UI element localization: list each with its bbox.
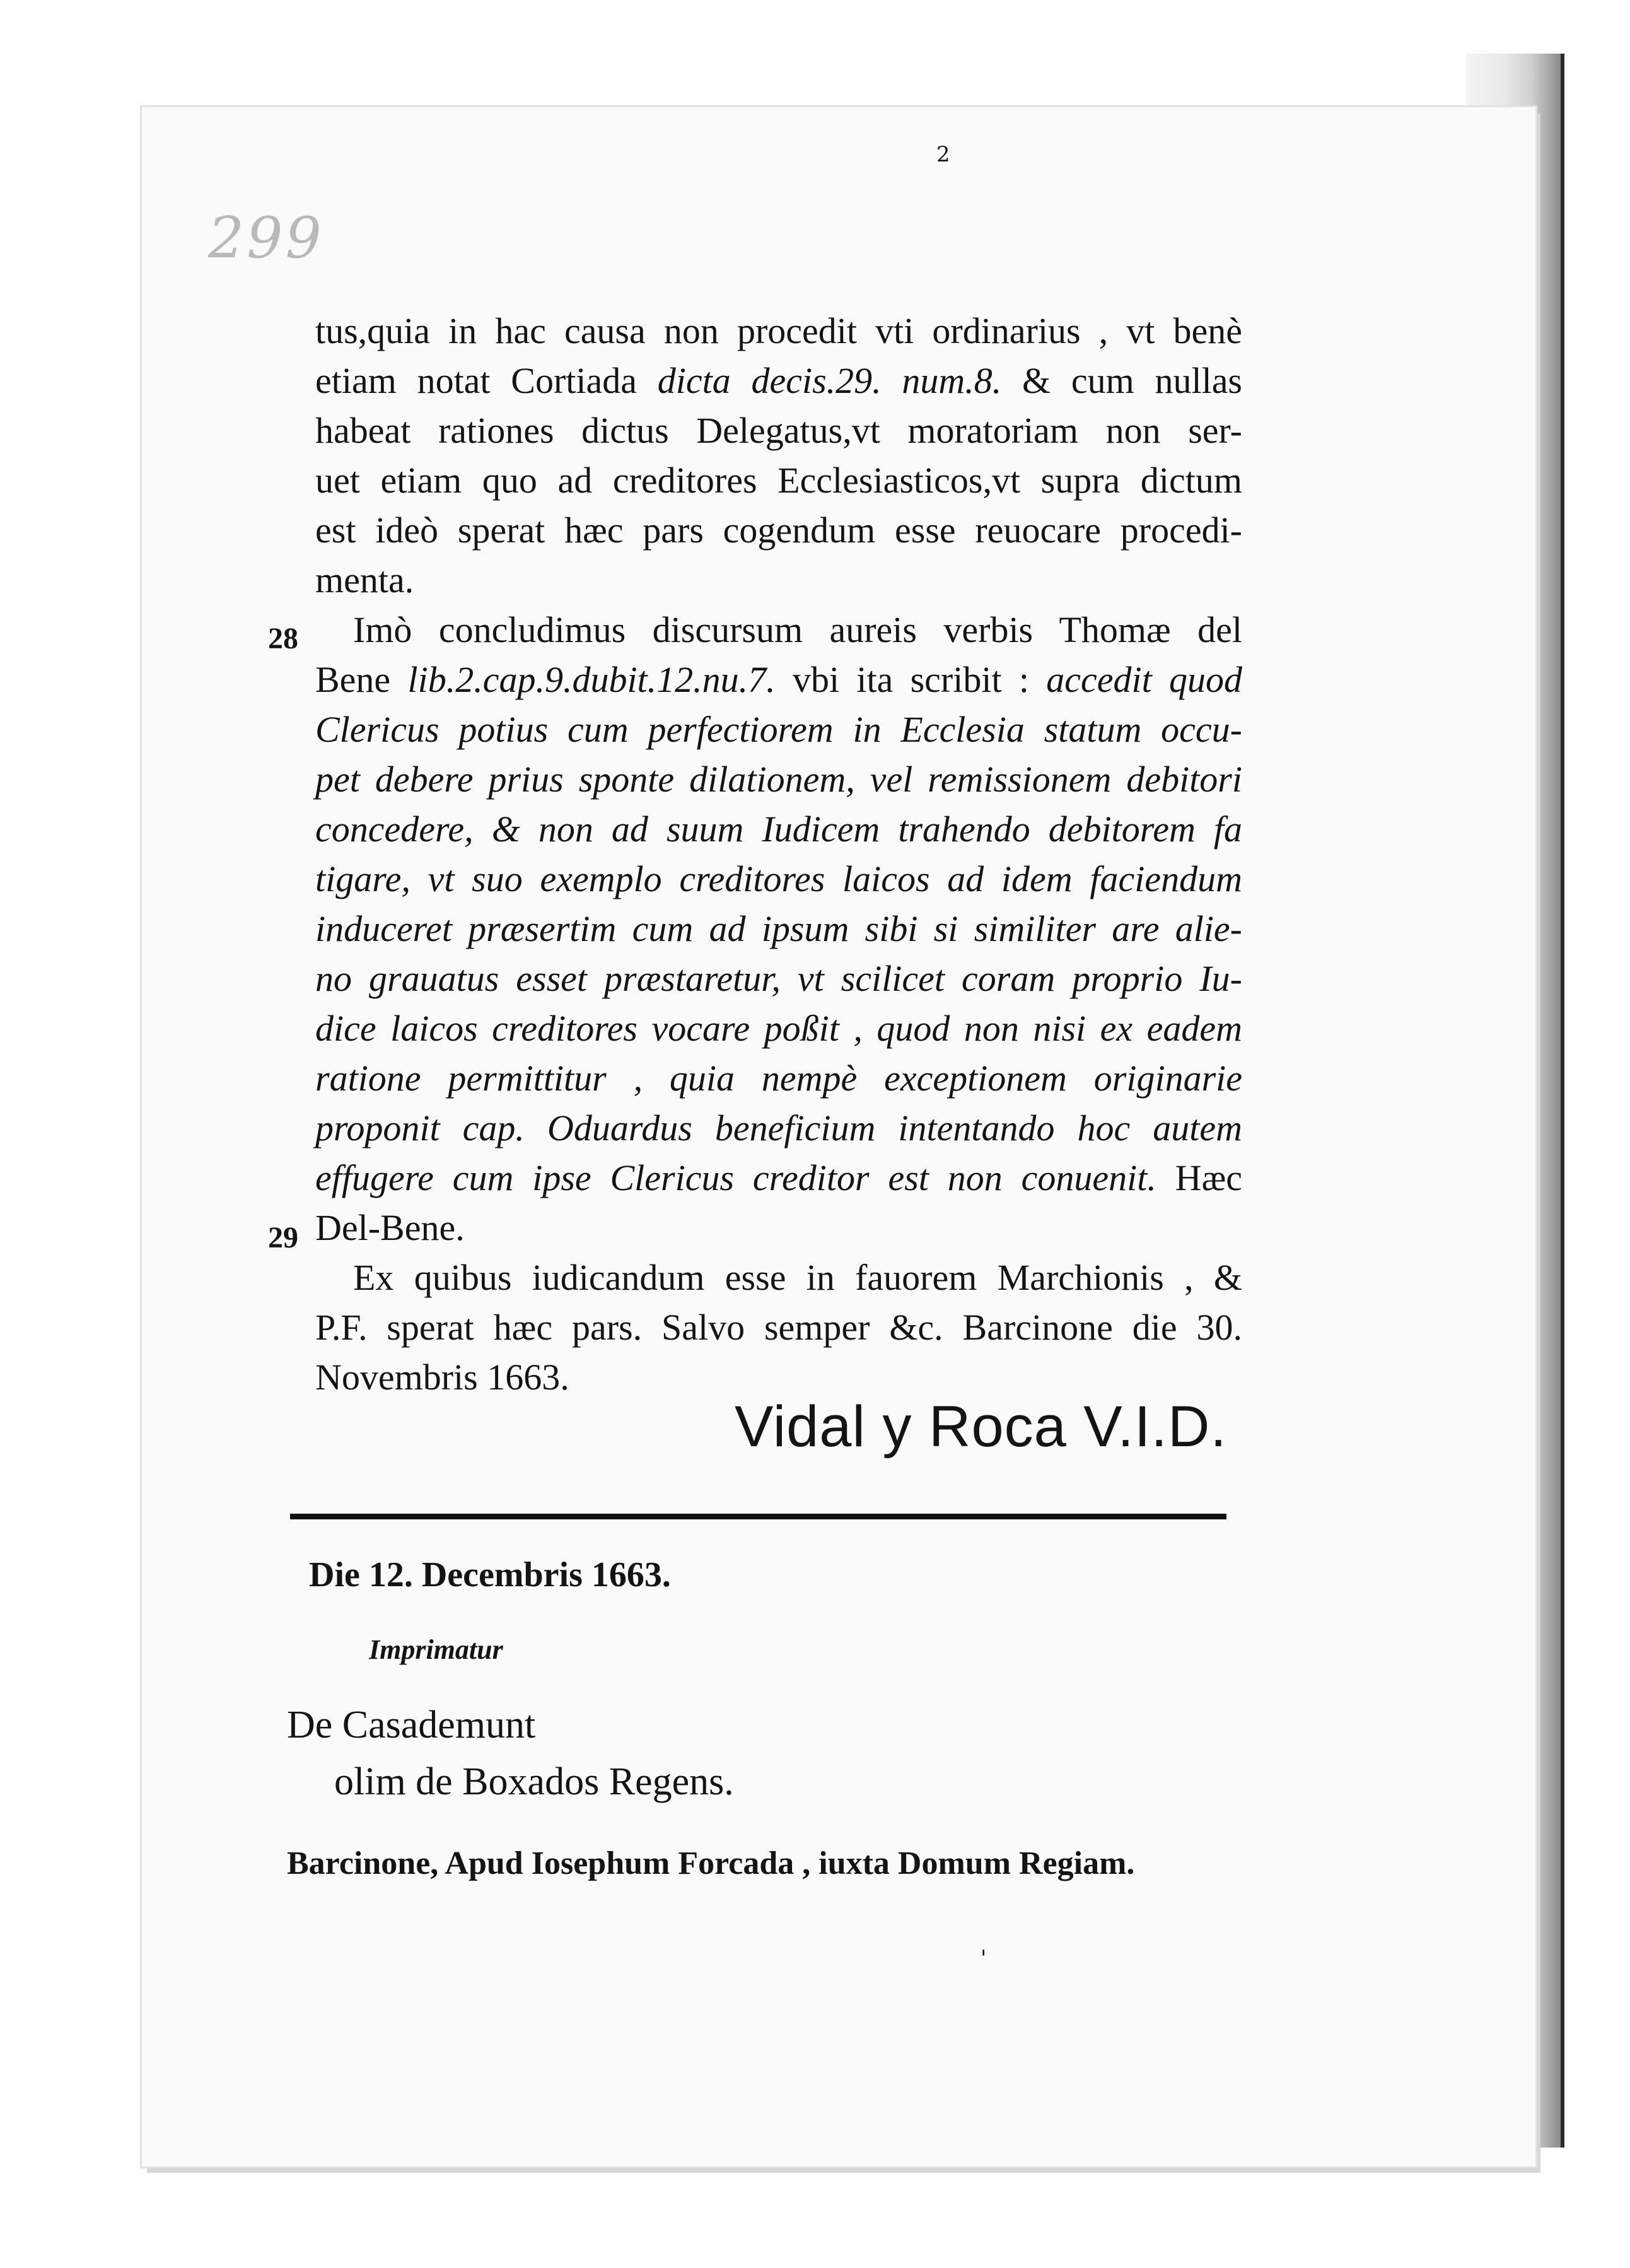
signature: Vidal y Roca V.I.D. <box>735 1394 1227 1459</box>
text-line: concedere, & non ad suum Iudicem trahendo debitorem fa <box>315 809 1242 850</box>
text-line: ratione permittitur , quia nempè exceptionem originarie <box>315 1058 1242 1099</box>
text-line: no grauatus esset præstaretur, vt scilicet coram proprio Iu- <box>315 958 1242 999</box>
text-line: Clericus potius cum perfectiorem in Ecclesia statum occu- <box>315 709 1242 750</box>
imprimatur-label: Imprimatur <box>369 1634 503 1665</box>
margin-number-28: 28 <box>268 622 298 655</box>
censor-name: De Casademunt <box>287 1704 536 1746</box>
text-line: induceret præsertim cum ad ipsum sibi si similiter are alie- <box>315 908 1242 949</box>
top-page-mark: 2 <box>936 142 950 167</box>
text-line: menta. <box>315 559 414 600</box>
body-text <box>315 306 1242 1402</box>
imprimatur-date: Die 12. Decembris 1663. <box>309 1555 671 1594</box>
text-line: uet etiam quo ad creditores Ecclesiasticos,vt supra dictum <box>315 460 1242 501</box>
bottom-page-mark: ' <box>981 1946 987 1971</box>
text-line: Novembris 1663. <box>315 1357 569 1398</box>
text-line: P.F. sperat hæc pars. Salvo semper &c. Barcinone die 30. <box>315 1307 1242 1348</box>
text-line: etiam notat Cortiada dicta decis.29. num.8. & cum nullas <box>315 360 1243 401</box>
text-line: Imò concludimus discursum aureis verbis Thomæ del <box>353 609 1242 650</box>
text-line: Ex quibus iudicandum esse in fauorem Marchionis , & <box>353 1257 1242 1298</box>
folio-number: 299 <box>208 205 324 271</box>
margin-number-29: 29 <box>268 1221 298 1254</box>
text-line: habeat rationes dictus Delegatus,vt moratoriam non ser- <box>315 410 1242 451</box>
printer-imprint: Barcinone, Apud Iosephum Forcada , iuxta Domum Regiam. <box>287 1845 1135 1881</box>
text-line: Del-Bene. <box>315 1207 465 1248</box>
text-line: Bene lib.2.cap.9.dubit.12.nu.7. vbi ita scribit : accedit quod <box>315 659 1243 700</box>
text-line: proponit cap. Oduardus beneficium intentando hoc autem <box>315 1108 1242 1149</box>
censor-title: olim de Boxados Regens. <box>334 1760 734 1803</box>
horizontal-rule <box>290 1514 1226 1519</box>
text-line: est ideò sperat hæc pars cogendum esse reuocare procedi- <box>315 510 1242 551</box>
text-line: pet debere prius sponte dilationem, vel remissionem debitori <box>315 759 1242 800</box>
text-line: tus,quia in hac causa non procedit vti ordinarius , vt benè <box>315 310 1242 351</box>
text-line: tigare, vt suo exemplo creditores laicos ad idem faciendum <box>315 858 1242 899</box>
text-line: effugere cum ipse Clericus creditor est non conuenit. Hæc <box>315 1157 1242 1198</box>
text-line: dice laicos creditores vocare poßit , quod non nisi ex eadem <box>315 1008 1242 1049</box>
